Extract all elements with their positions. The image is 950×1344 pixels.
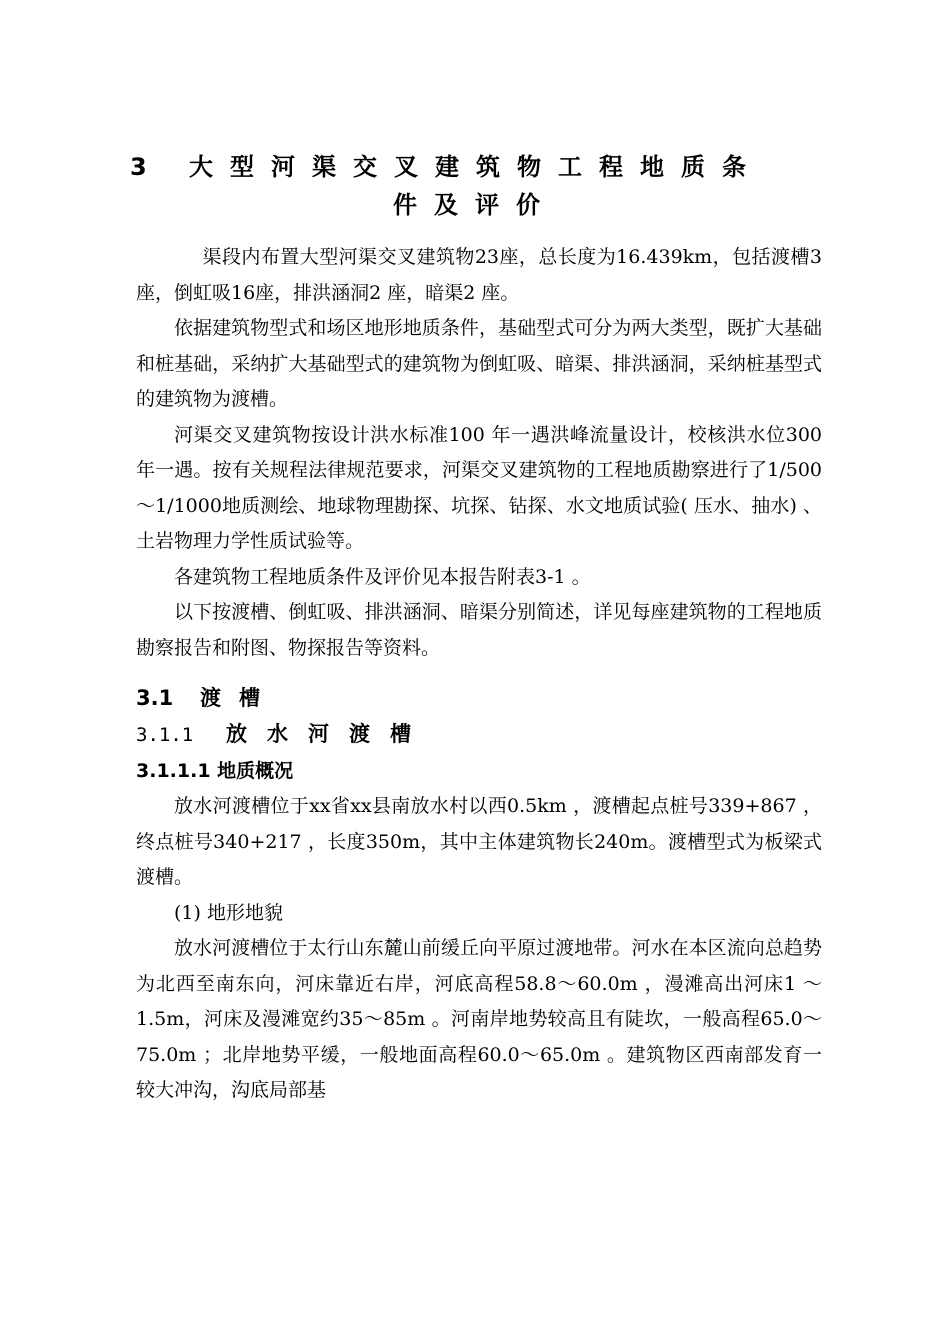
intro-paragraph-1: 渠段内布置大型河渠交叉建筑物23座，总长度为16.439km，包括渡槽3 座，倒虹吸16座，排洪涵洞2 座，暗渠2 座。 — [136, 246, 822, 304]
intro-paragraph-2: 依据建筑物型式和场区地形地质条件，基础型式可分为两大类型，既扩大基础和桩基础，采纳扩大基础型式的建筑物为倒虹吸、暗渠、排洪涵洞，采纳桩基型式的建筑物为渡槽。 — [136, 317, 822, 410]
subsection-number: 3.1.1 — [136, 724, 194, 746]
subheading-terrain: (1) 地形地貌 — [174, 901, 283, 924]
chapter-title-line-1: 3 大型河渠交叉建筑物工程地质条 — [130, 153, 764, 181]
chapter-title-line-2: 件及评价 — [393, 191, 557, 219]
body-paragraph-terrain: 放水河渡槽位于太行山东麓山前缓丘向平原过渡地带。河水在本区流向总趋势为北西至南东向，河床靠近右岸，河底高程58.8～60.0m ，漫滩高出河床1 ～1.5m，河床及漫滩宽约35～85m 。河南岸地势较高且有陡坎，一般高程65.0～75.0m ；北岸地势平缓，一般地面高程60.0～65.0m 。建筑物区西南部发育一较大冲沟，沟底局部基 — [136, 937, 822, 1101]
intro-paragraph-4: 各建筑物工程地质条件及评价见本报告附表3-1 。 — [174, 565, 591, 588]
section-title: 渡槽 — [200, 686, 278, 710]
body-paragraph-location: 放水河渡槽位于xx省xx县南放水村以西0.5km ，渡槽起点桩号339+867 ，终点桩号340+217 ，长度350m，其中主体建筑物长240m。渡槽型式为板梁式渡槽。 — [136, 795, 822, 888]
subsection-title: 放水河渡槽 — [226, 722, 431, 746]
section-heading-3-1-1-1: 3.1.1.1 地质概况 — [136, 760, 294, 782]
section-heading-3-1 — [136, 680, 822, 716]
intro-paragraph-3: 河渠交叉建筑物按设计洪水标准100 年一遇洪峰流量设计，校核洪水位300 年一遇。按有关规程法律规范要求，河渠交叉建筑物的工程地质勘察进行了1/500 ～1/1000地质测绘、地球物理勘探、坑探、钻探、水文地质试验( 压水、抽水) 、土岩物理力学性质试验等。 — [136, 423, 822, 552]
document-body — [136, 240, 822, 1109]
section-heading-3-1-1 — [136, 716, 822, 753]
intro-paragraph-5: 以下按渡槽、倒虹吸、排洪涵洞、暗渠分别简述，详见每座建筑物的工程地质勘察报告和附图、物探报告等资料。 — [136, 601, 822, 659]
section-number: 3.1 — [136, 686, 174, 710]
